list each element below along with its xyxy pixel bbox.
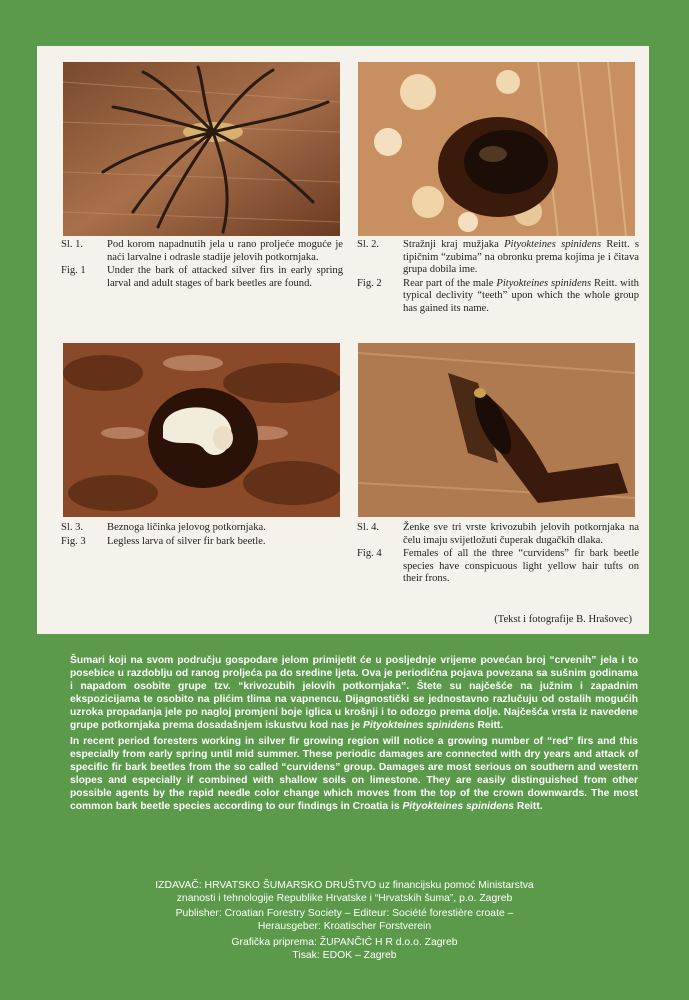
caption-label: Fig. 1 [61,265,86,277]
caption-text-part: Rear part of the male [403,277,497,289]
imprint-line: Herausgeber: Kroatischer Forstverein [257,920,432,932]
paragraph-text: Reitt. [514,800,543,812]
caption-text-part: Reitt. with typical declivity “teeth” upon which the whole group has gained its name. [403,277,639,314]
caption-label: Sl. 4. [357,522,380,533]
caption-text-en [403,278,639,316]
caption-fig-2 [357,239,639,316]
caption-text-en: Legless larva of silver fir bark beetle. [107,535,266,547]
paragraph-text: Reitt. [474,719,504,731]
imprint-line: Tisak: EDOK – Zagreb [292,949,397,961]
photo-male-beetle [358,62,635,236]
caption-text-hr: Ženke sve tri vrste krivozubih jelovih potkornjaka na čelu imaju svijetložuti čuperak dugačkih dlaka. [403,522,639,546]
photo-larva [63,343,340,517]
imprint-print [0,937,689,963]
caption-label: Fig. 2 [357,277,382,289]
caption-text-part: Stražnji kraj mužjaka [403,239,505,250]
caption-fig-4 [357,522,639,586]
caption-fig-3 [61,522,343,548]
caption-label: Sl. 3. [61,522,84,533]
paragraph-hr [70,655,638,732]
imprint-line: Grafička priprema: ŽUPANČIĆ H R d.o.o. Zagreb [231,937,458,948]
main-text [70,655,638,814]
imprint-publisher-hr [0,880,689,906]
caption-label: Fig. 4 [357,548,382,560]
paragraph-en [70,736,638,813]
photo-female-beetle [358,343,635,517]
photo-bark-galleries [63,62,340,236]
photo-credit: (Tekst i fotografije B. Hrašovec) [494,614,632,625]
caption-text-en: Females of all the three “curvidens” fir bark beetle species have conspicuous light yellow hair tufts on their frons. [403,548,639,585]
imprint-publisher-intl [0,908,689,934]
figure-panel [37,46,649,634]
caption-label: Sl. 2. [357,239,380,250]
imprint-line: Publisher: Croatian Forestry Society – Editeur: Société forestière croate – [175,908,514,919]
species-name: Pityokteines spinidens [402,800,515,812]
caption-text-en: Under the bark of attacked silver firs in early spring larval and adult stages of bark beetles are found. [107,265,343,289]
paragraph-text: In recent period foresters working in silver fir growing region will notice a growing number of “red” firs and this especially from early spring until mid summer. These periodic damages are connected with dry years and attack of specific fir bark beetles from the so called “curvidens” group. Damages are most serious on southern and western slopes and especially if combined with shallow soils on limestone. They are easily distinguished from other possible agents by the rapid needle color change which moves from the top of the crown downwards. The most common bark beetle species according to our findings in Croatia is [70,736,638,812]
female-beetle-image [358,343,635,517]
caption-text-part: Reitt. s tipičnim “zubima” na obronku prema kojima je i čitava grupa dobila ime. [403,239,639,276]
imprint-line: IZDAVAČ: HRVATSKO ŠUMARSKO DRUŠTVO uz financijsku pomoć Ministarstva [155,880,534,891]
larva-image [63,343,340,517]
species-name: Pityokteines spinidens [504,239,602,250]
caption-label: Sl. 1. [61,239,84,250]
species-name: Pityokteines spinidens [362,719,475,731]
paragraph-text: Šumari koji na svom području gospodare jelom primijetit će u posljednje vrijeme povećan broj “crvenih” jela i to posebice u razdoblju od ranog proljeća pa do sredine ljeta. Ova je periodična pojava povezana sa sušnim godinama i napadom osobite grupe tzv. “krivozubih jelovih potkornjaka”. Štete su najčešće na južnim i zapadnim ekspozicijama te osobito na plićim tlima na vapnencu. Dijagnostički se jednostavno razlučuju od ostalih mogućih uzroka propadanja jele po naglој promjeni boje iglica u krošnji i to odozgo prema dolje. Najčešća vrsta iz navedene grupe potkornjaka prema dosadašnjem iskustvu kod nas je [70,655,638,731]
caption-text-hr: Pod korom napadnutih jela u rano proljeće moguće je naći larvalne i odrasle stadije jelovih potkornjaka. [107,239,343,263]
caption-text-hr [403,239,639,277]
caption-fig-1 [61,239,343,290]
imprint-line: znanosti i tehnologije Republike Hrvatske i “Hrvatskih šuma”, p.o. Zagreb [176,892,513,904]
caption-label: Fig. 3 [61,535,86,547]
caption-text-hr: Beznoga ličinka jelovog potkornjaka. [107,522,266,533]
bark-galleries-image [63,62,340,236]
species-name: Pityokteines spinidens [496,277,592,289]
male-beetle-image [358,62,635,236]
